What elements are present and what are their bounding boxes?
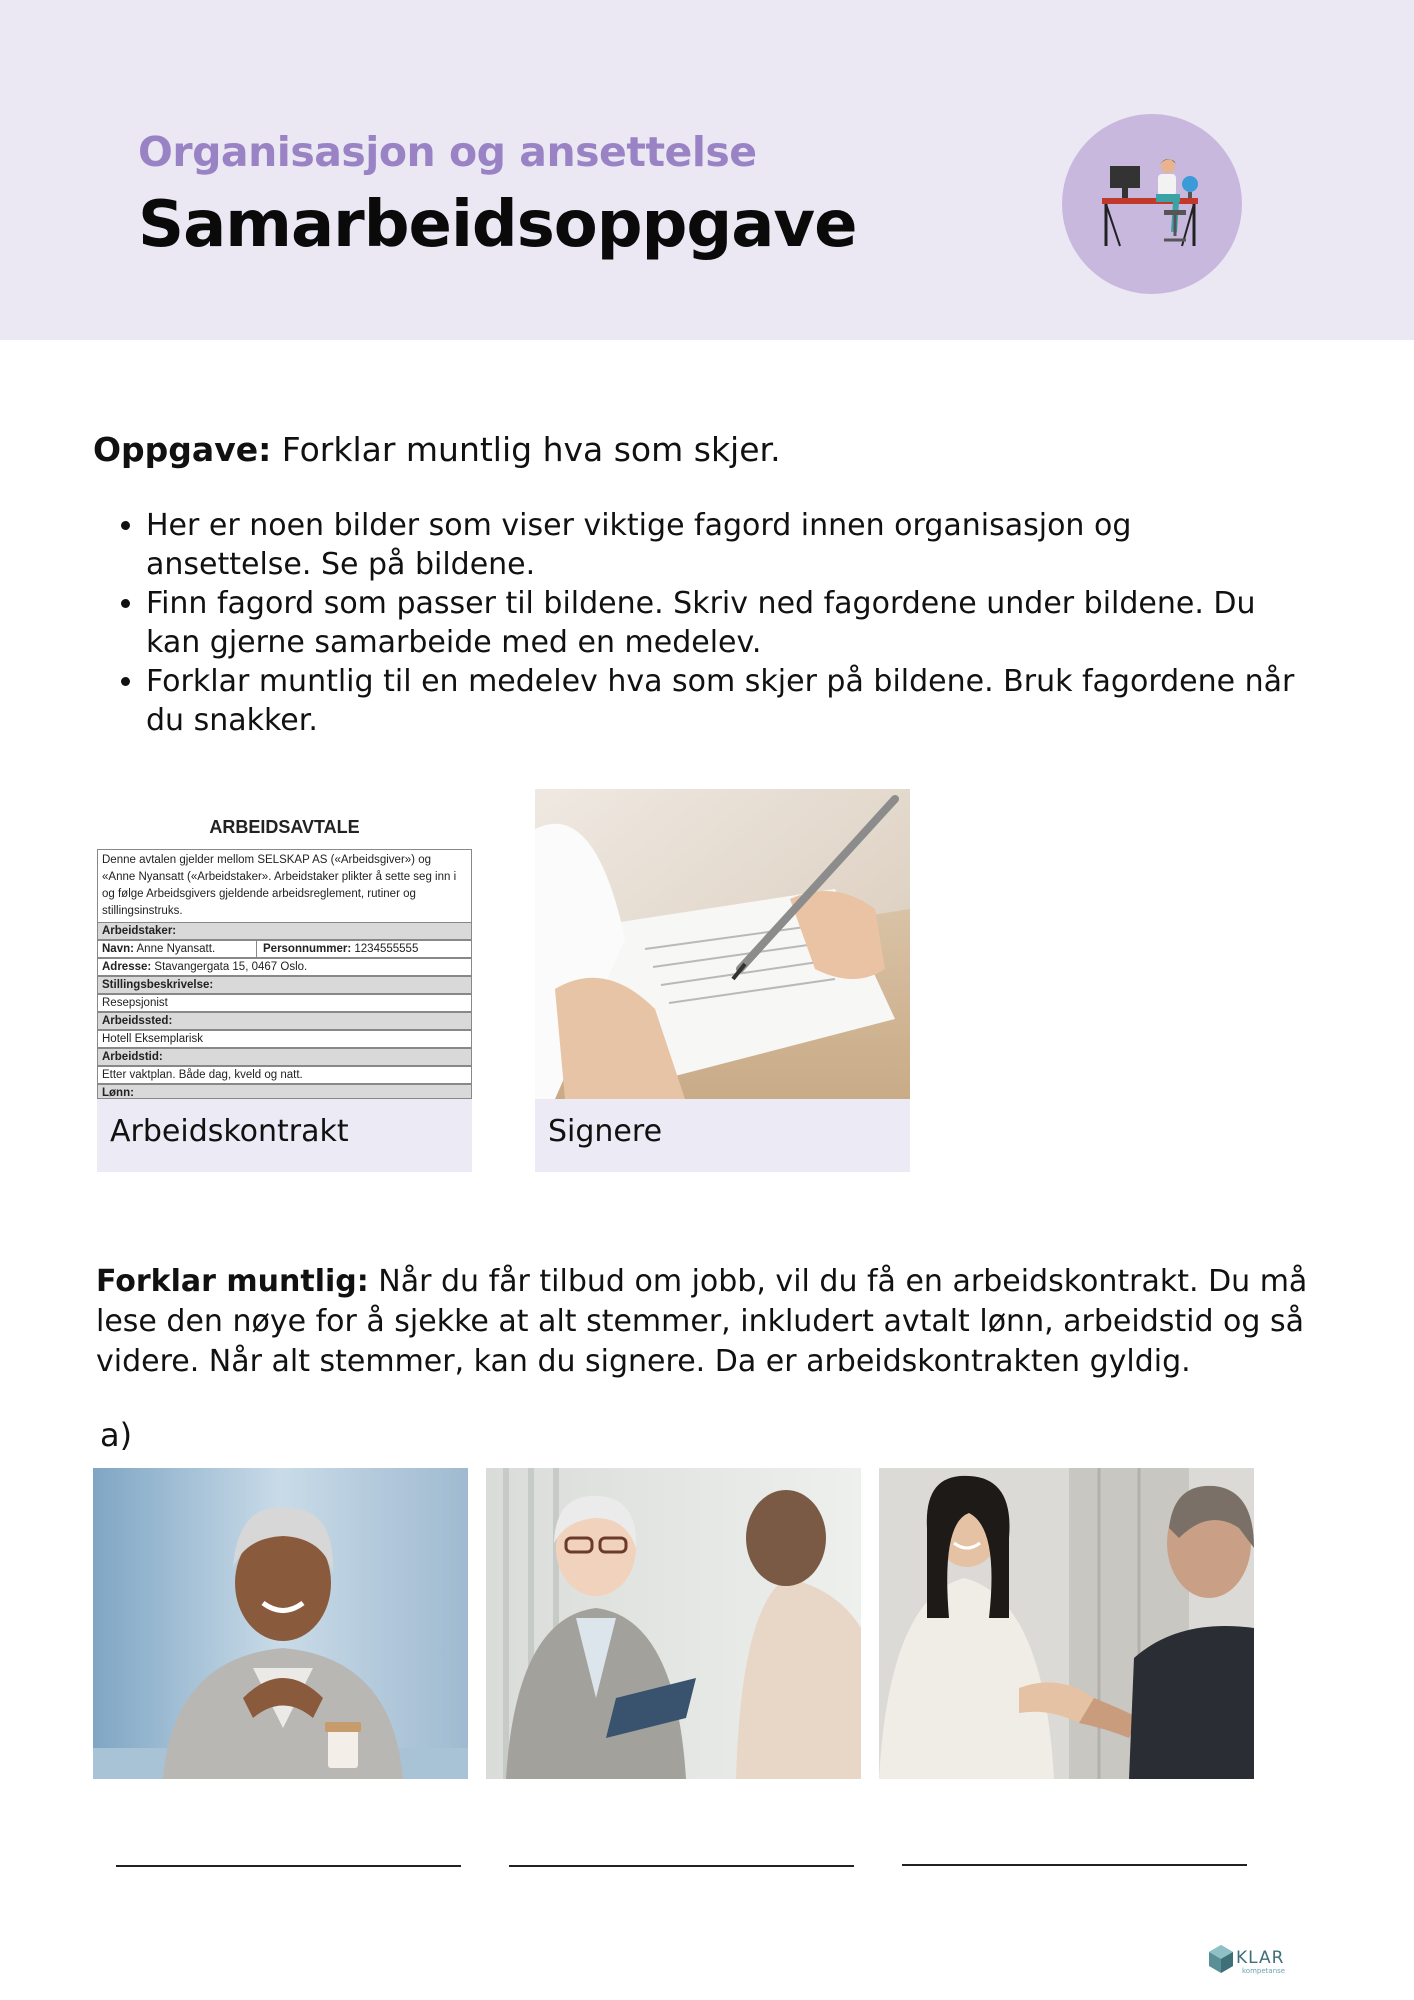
- explain-paragraph: [96, 1262, 1316, 1382]
- id-cell: [256, 941, 418, 957]
- logo-subtext: kompetanse: [1242, 1967, 1286, 1975]
- name-value: Anne Nyansatt.: [133, 943, 216, 955]
- task-label: Oppgave:: [93, 430, 272, 469]
- task-line: [93, 430, 781, 469]
- explain-text: Når du får tilbud om jobb, vil du få en arbeidskontrakt. Du må lese den nøye for å sjekke at alt stemmer, inkludert avtalt lønn, arbeidstid og så videre. Når alt stemmer, kan du signere. Da er arbeidskontrakten gyldig.: [96, 1264, 1308, 1379]
- document-row: Arbeidstid:: [97, 1048, 472, 1066]
- document-title: ARBEIDSAVTALE: [209, 817, 360, 837]
- id-label: Personnummer:: [263, 943, 352, 955]
- name-label: Navn:: [102, 943, 134, 955]
- contract-card: [97, 789, 472, 1172]
- card-caption: Arbeidskontrakt: [110, 1114, 349, 1149]
- exercise-label: a): [100, 1416, 133, 1454]
- header-band: [0, 0, 1414, 340]
- klar-logo-icon: [1208, 1944, 1234, 1974]
- document-row: Hotell Eksemplarisk: [97, 1030, 472, 1048]
- document-row: Arbeidssted:: [97, 1012, 472, 1030]
- answer-line[interactable]: [902, 1864, 1247, 1866]
- page-subtitle: Organisasjon og ansettelse: [138, 128, 757, 176]
- document-row: Arbeidstaker:: [97, 922, 472, 940]
- answer-line[interactable]: [116, 1865, 461, 1867]
- document-row: Etter vaktplan. Både dag, kveld og natt.: [97, 1066, 472, 1084]
- answer-line[interactable]: [509, 1865, 854, 1867]
- woman-with-clipboard-interview-photo: [486, 1468, 861, 1779]
- document-row: Lønn:: [97, 1084, 472, 1099]
- task-text: Forklar muntlig hva som skjer.: [271, 430, 781, 469]
- document-row: Resepsjonist: [97, 994, 472, 1012]
- office-worker-at-desk-icon: [1062, 114, 1242, 294]
- handshake-job-interview-photo: [879, 1468, 1254, 1779]
- document-row: Stillingsbeskrivelse:: [97, 976, 472, 994]
- list-item: • Finn fagord som passer til bildene. Skriv ned fagordene under bildene. Du kan gjerne samarbeide med en medelev.: [146, 584, 1306, 662]
- document-row: [97, 958, 472, 976]
- smiling-woman-interviewer-photo: [93, 1468, 468, 1779]
- explain-label: Forklar muntlig:: [96, 1264, 369, 1299]
- instruction-list: [108, 506, 1306, 740]
- document-row: [97, 940, 472, 958]
- hand-signing-document-photo: [535, 789, 910, 1099]
- signing-card: [535, 789, 910, 1172]
- address-value: Stavangergata 15, 0467 Oslo.: [151, 961, 308, 973]
- page-title: Samarbeidsoppgave: [138, 188, 857, 262]
- id-value: 1234555555: [351, 943, 419, 955]
- logo-text: KLAR: [1236, 1948, 1285, 1968]
- address-label: Adresse:: [102, 961, 152, 973]
- list-item: • Her er noen bilder som viser viktige fagord innen organisasjon og ansettelse. Se på bildene.: [146, 506, 1306, 584]
- document-intro: Denne avtalen gjelder mellom SELSKAP AS («Arbeidsgiver») og «Anne Nyansatt («Arbeidstaker». Arbeidstaker plikter å sette seg inn i og følge Arbeidsgivers gjeldende arbeidsreglement, rutiner og stillingsinstruks.: [97, 849, 472, 922]
- list-item: • Forklar muntlig til en medelev hva som skjer på bildene. Bruk fagordene når du snakker.: [146, 662, 1306, 740]
- card-caption: Signere: [548, 1114, 663, 1149]
- contract-document-image: [97, 789, 472, 1099]
